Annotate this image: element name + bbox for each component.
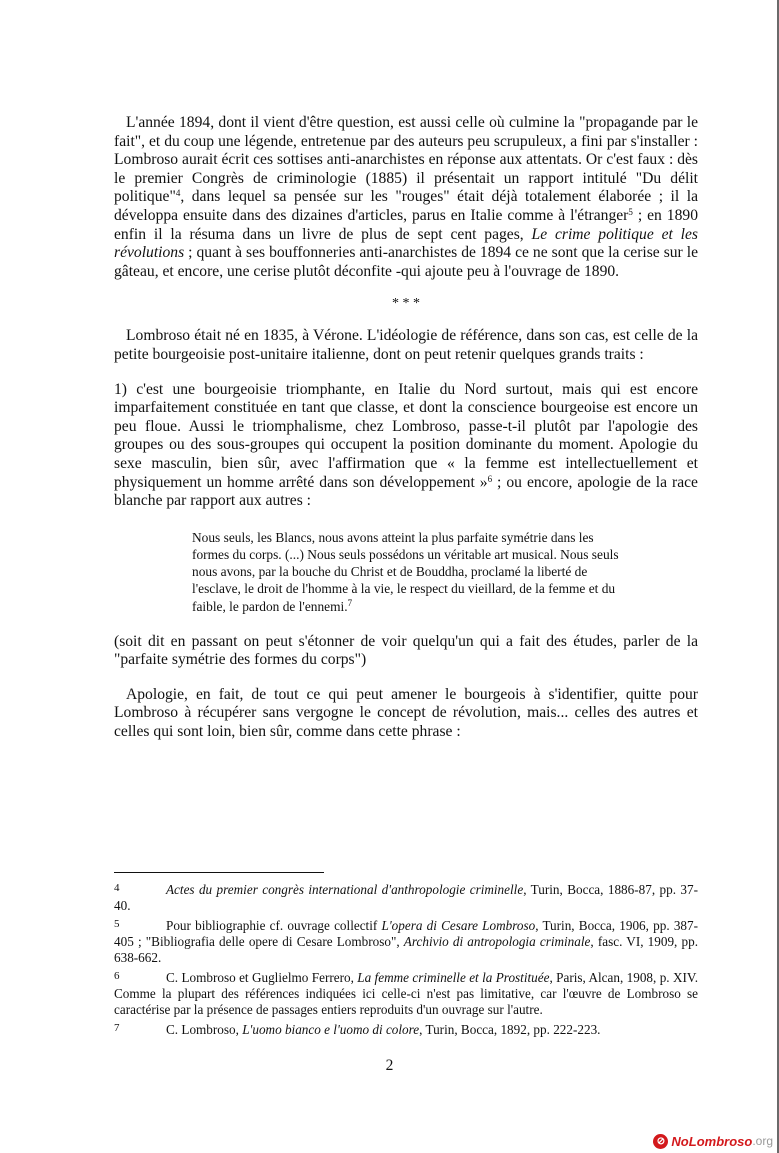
footnote-ref-6[interactable]: 6 bbox=[487, 473, 493, 484]
site-logo[interactable] bbox=[653, 1131, 773, 1151]
footnote-number: 5 bbox=[114, 918, 120, 930]
paragraph-3-text-a: 1) c'est une bourgeoisie triomphante, en Italie du Nord surtout, mais qui est encore imparfaitement constituée en tant que classe, et dont la conscience bourgeoise est encore un peu floue. Aussi le triomphalisme, chez Lombroso, passe-t-il plutôt par l'apologie des groupes ou des sous-groupes qui occupent la position dominante du moment. Apologie du sexe masculin, bien sûr, avec l'affirmation que « la femme est intellectuellement et physiquement un homme arrêté dans son développement » bbox=[114, 380, 698, 491]
logo-domain: .org bbox=[752, 1134, 773, 1148]
footnote-6 bbox=[114, 968, 698, 1018]
paragraph-3-text-b: ; ou encore, apologie de la race blanche par rapport aux autres : bbox=[114, 473, 698, 510]
footnote-text: Pour bibliographie cf. ouvrage collectif bbox=[166, 918, 382, 933]
paragraph-1-text-a: L'année 1894, dont il vient d'être question, est aussi celle où culmine la "propagande par le fait", et du coup une légende, entretenue par des auteurs peu scrupuleux, a fini par s'installer : Lombroso aurait écrit ces sottises anti-anarchistes en réponse aux attentats. Or c'est faux : dès le premier Congrès de criminologie (1885) il présentait un rapport intitulé "Du délit politique" bbox=[114, 114, 698, 206]
paragraph-3 bbox=[114, 381, 698, 511]
paragraph-1 bbox=[114, 114, 698, 281]
paragraph-5: Apologie, en fait, de tout ce qui peut amener le bourgeois à s'identifier, quitte pour Lombroso à récupérer sans vergogne le concept de révolution, mais... celles des autres et celles qui sont loin, bien sûr, comme dans cette phrase : bbox=[114, 685, 698, 741]
footnote-ref-4[interactable]: 4 bbox=[175, 188, 181, 199]
footnote-4 bbox=[114, 880, 698, 914]
paragraph-4: (soit dit en passant on peut s'étonner de voir quelqu'un qui a fait des études, parler de la "parfaite symétrie des formes du corps") bbox=[114, 632, 698, 669]
footnote-text: , Turin, Bocca, 1906, pp. 387-405 ; "Bibliografia delle opere di Cesare Lombroso", bbox=[114, 918, 698, 949]
footnote-text: , Turin, Bocca, 1886-87, pp. 37-40. bbox=[114, 882, 698, 913]
footnote-7 bbox=[114, 1020, 698, 1038]
footnote-number: 7 bbox=[114, 1022, 120, 1034]
footnote-ref-5[interactable]: 5 bbox=[628, 206, 633, 217]
no-sign-icon: ⊘ bbox=[653, 1134, 668, 1149]
footnote-text: , Paris, Alcan, 1908, p. XIV. Comme la plupart des références indiquées ici celle-ci n'est pas limitative, car l'œuvre de Lombroso se caractérise par la présence de passages entiers reproduits d'un ouvrage sur l'autre. bbox=[114, 970, 698, 1017]
footnote-text: C. Lombroso, bbox=[166, 1022, 243, 1037]
paragraph-2: Lombroso était né en 1835, à Vérone. L'idéologie de référence, dans son cas, est celle de la petite bourgeoisie post-unitaire italienne, dont on peut retenir quelques grands traits : bbox=[114, 327, 698, 363]
footnote-number: 4 bbox=[114, 882, 120, 894]
footnote-5 bbox=[114, 916, 698, 966]
footnote-title: L'uomo bianco e l'uomo di colore bbox=[242, 1022, 420, 1037]
footnote-title: La femme criminelle et la Prostituée bbox=[357, 970, 550, 985]
footnotes bbox=[114, 880, 698, 1040]
main-text bbox=[114, 114, 698, 742]
footnote-separator bbox=[114, 872, 324, 873]
block-quote-text: Nous seuls, les Blancs, nous avons atteint la plus parfaite symétrie dans les formes du corps. (...) Nous seuls possédons un véritable art musical. Nous seuls nous avons, par la bouche du Christ et de Bouddha, proclamé la liberté de l'esclave, le droit de l'homme à la vie, le respect du vieillard, de la femme et du faible, le pardon de l'ennemi. bbox=[192, 529, 619, 614]
logo-text: NoLombroso bbox=[671, 1133, 753, 1149]
section-separator: * * * bbox=[392, 296, 420, 312]
footnote-title: L'opera di Cesare Lombroso bbox=[381, 918, 536, 933]
footnote-ref-7[interactable]: 7 bbox=[347, 597, 353, 608]
footnote-text: , fasc. VI, 1909, pp. 638-662. bbox=[114, 934, 698, 965]
footnote-number: 6 bbox=[114, 970, 120, 982]
paragraph-1-text-c: ; en 1890 enfin il la résuma dans un livre de plus de sept cent pages, bbox=[114, 206, 698, 243]
footnote-text: C. Lombroso et Guglielmo Ferrero, bbox=[166, 970, 358, 985]
paragraph-1-text-b: , dans lequel sa pensée sur les "rouges" était déjà totalement élaborée ; il la développa ensuite dans des dizaines d'articles, parus en Italie comme à l'étranger bbox=[114, 188, 698, 224]
footnote-text: , Turin, Bocca, 1892, pp. 222-223. bbox=[419, 1022, 601, 1037]
block-quote bbox=[192, 529, 620, 615]
page-number: 2 bbox=[385, 1057, 394, 1074]
footnote-title: Actes du premier congrès international d'anthropologie criminelle bbox=[166, 882, 524, 897]
paragraph-1-text-d: ; quant à ses bouffonneries anti-anarchistes de 1894 ce ne sont que la cerise sur le gâteau, et encore, une cerise plutôt déconfite -qui ajoute peu à l'ouvrage de 1890. bbox=[114, 244, 698, 280]
footnote-title: Archivio di antropologia criminale bbox=[403, 934, 591, 949]
book-title: Le crime politique et les révolutions bbox=[114, 225, 698, 262]
